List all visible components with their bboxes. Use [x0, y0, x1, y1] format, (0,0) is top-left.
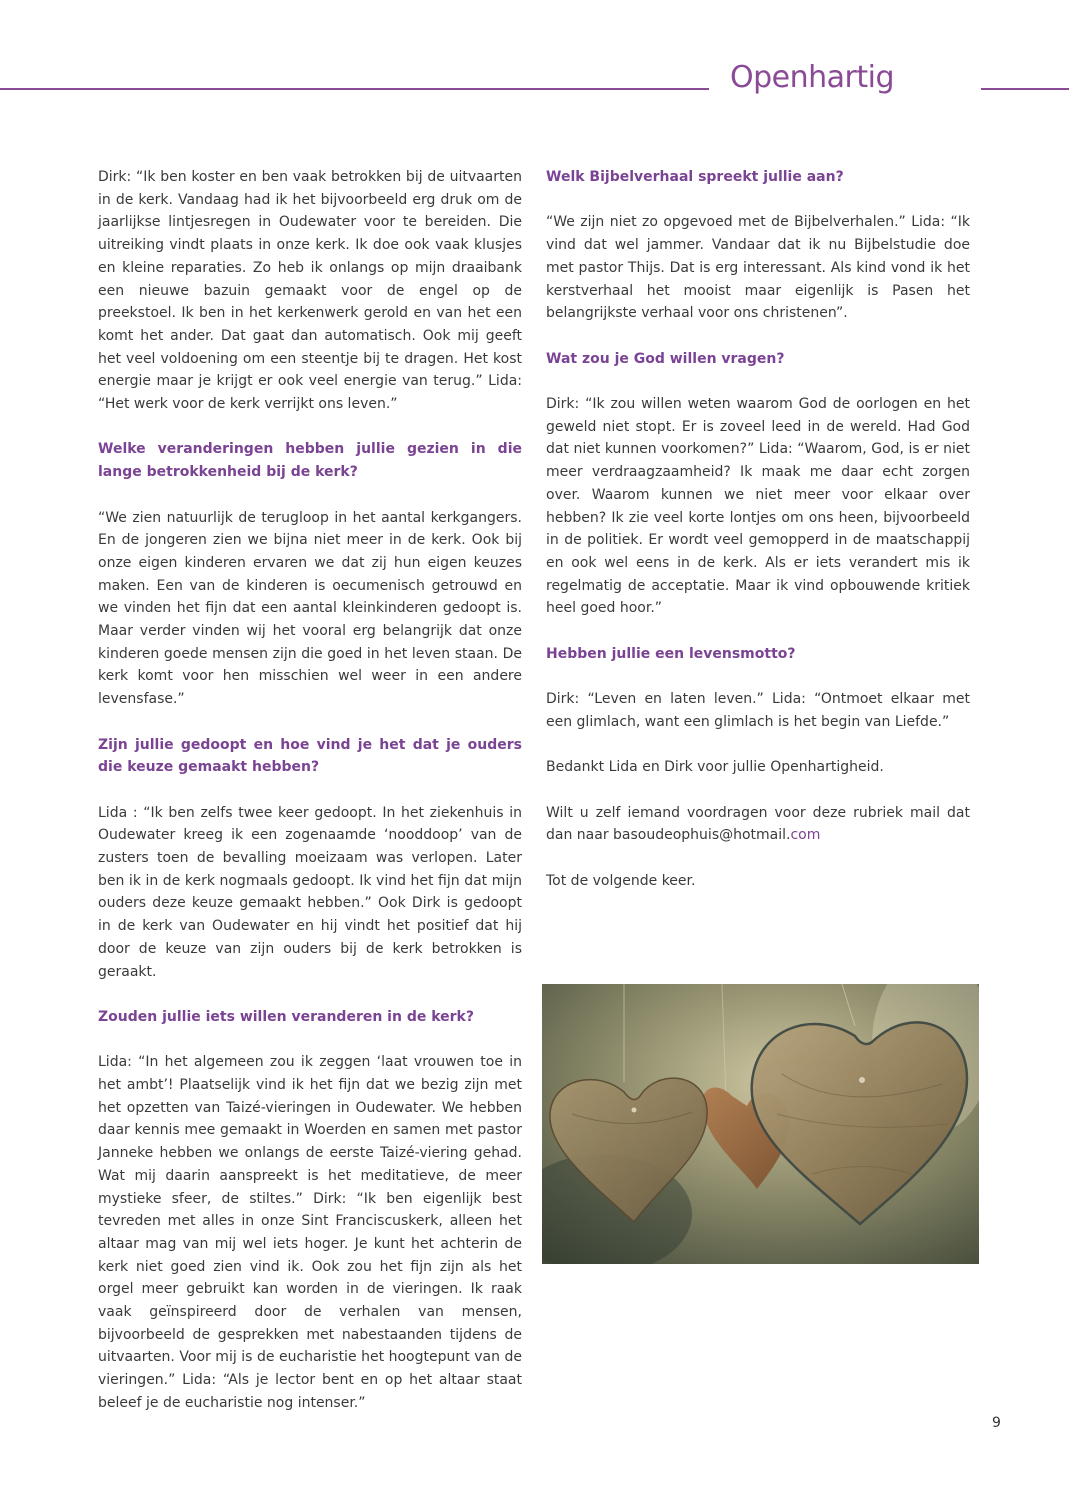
page-number: 9 — [992, 1415, 1001, 1431]
email-link-suffix[interactable]: com — [790, 827, 821, 844]
closing-text: Tot de volgende keer. — [546, 872, 696, 889]
left-column — [98, 166, 522, 1415]
header-rule-right — [981, 88, 1069, 90]
question-baptism: Zijn jullie gedoopt en hoe vind je het dat je ouders die keuze gemaakt hebben? — [98, 736, 522, 776]
answer-baptism: Lida : “Ik ben zelfs twee keer gedoopt. In het ziekenhuis in Oudewater kreeg ik een zogenaamde ‘nooddoop’ van de zusters toen de bevalling moeizaam was verlopen. Later ben ik in de kerk nogmaals gedoopt. Ik vind het fijn dat mijn ouders deze keuze gemaakt hebben.” Ook Dirk is gedoopt in de kerk van Oudewater en hij vindt het positief dat hij door de keuze van zijn ouders bij de kerk betrokken is geraakt. — [98, 804, 522, 980]
question-church-changes: Zouden jullie iets willen veranderen in de kerk? — [98, 1008, 474, 1025]
nominate-text — [546, 802, 970, 847]
thanks-text: Bedankt Lida en Dirk voor jullie Openhartigheid. — [546, 759, 884, 776]
answer-ask-god: Dirk: “Ik zou willen weten waarom God de oorlogen en het geweld niet stopt. Er is zoveel leed in de wereld. Had God dat niet kunnen voorkomen?” Lida: “Waarom, God, is er niet meer verdraagzaamheid? Ik maak me daar echt zorgen over. Waarom kunnen we niet meer voor elkaar over hebben? Ik zie veel korte lontjes om ons heen, bijvoorbeeld in de politiek. Er wordt veel gemopperd in de maatschappij en ook wel eens in de kerk. Als er iets verandert mis ik regelmatig de acceptatie. Maar ik vind opbouwende kritiek heel goed hoor.” — [546, 395, 970, 617]
answer-changes: “We zien natuurlijk de terugloop in het aantal kerkgangers. En de jongeren zien we bijna niet meer in de kerk. Ook bij onze eigen kinderen ervaren we dat zij hun eigen keuzes maken. Een van de kinderen is oecumenisch getrouwd en we vinden het fijn dat een aantal kleinkinderen gedoopt is. Maar verder vinden wij het vooral erg belangrijk dat onze kinderen goede mensen zijn die goed in het leven staan. De kerk komt voor hen misschien wel weer in een andere levensfase.” — [98, 509, 522, 708]
answer-church-changes: Lida: “In het algemeen zou ik zeggen ‘laat vrouwen toe in het ambt’! Plaatselijk vind ik het fijn dat we bezig zijn met het opzetten van Taizé-vieringen in Oudewater. We hebben daar kennis mee gemaakt in Woerden en samen met pastor Janneke hebben we onlangs de eerste Taizé-viering gehad. Wat mij daarin aanspreekt is het meditatieve, de meer mystieke sfeer, de stiltes.” Dirk: “Ik ben eigenlijk best tevreden met alles in onze Sint Franciscuskerk, alleen het altaar mag van mij wel iets hoger. Je kunt het achterin de kerk niet goed zien vind ik. Ook zou het fijn zijn als het orgel meer gebruikt kan worden in de vieringen. Ik raak vaak geïnspireerd door de verhalen van mensen, bijvoorbeeld de gesprekken met nabestaanden tijdens de uitvaarten. Voor mij is de eucharistie het hoogtepunt van de vieringen.” Lida: “Als je lector bent en op het altaar staat beleef je de eucharistie nog intenser.” — [98, 1054, 522, 1411]
hearts-photo — [542, 984, 979, 1264]
question-changes: Welke veranderingen hebben jullie gezien in die lange betrokkenheid bij de kerk? — [98, 441, 522, 481]
right-column — [546, 166, 970, 892]
header-rule-left — [0, 88, 709, 90]
answer-bible-story: “We zijn niet zo opgevoed met de Bijbelverhalen.” Lida: “Ik vind dat wel jammer. Vandaar dat ik nu Bijbelstudie doe met pastor Thijs. Dat is erg interessant. Als kind vond ik het kerstverhaal het mooist maar eigenlijk is Pasen het belangrijkste verhaal voor ons christenen”. — [546, 214, 970, 322]
nominate-body: Wilt u zelf iemand voordragen voor deze rubriek mail dat dan naar basoudeophuis@hotmail. — [546, 804, 970, 844]
hanging-hearts-image — [542, 984, 979, 1264]
answer-life-motto: Dirk: “Leven en laten leven.” Lida: “Ontmoet elkaar met een glimlach, want een glimlach is het begin van Liefde.” — [546, 691, 970, 730]
question-life-motto: Hebben jullie een levensmotto? — [546, 645, 796, 662]
question-ask-god: Wat zou je God willen vragen? — [546, 350, 785, 367]
intro-paragraph: Dirk: “Ik ben koster en ben vaak betrokken bij de uitvaarten in de kerk. Vandaag had ik het bijvoorbeeld erg druk om de jaarlijkse lintjesregen in Oudewater voor te bereiden. Die uitreiking vindt plaats in onze kerk. Ik doe ook vaak klusjes en kleine reparaties. Zo heb ik onlangs op mijn draaibank een nieuwe bazuin gemaakt voor de engel op de preekstoel. Ik ben in het kerkenwerk gerold en van het een komt het ander. Dat gaat dan automatisch. Ook mij geeft het veel voldoening om een steentje bij te dragen. Het kost energie maar je krijgt er ook veel energie van terug.” Lida: “Het werk voor de kerk verrijkt ons leven.” — [98, 169, 522, 413]
section-title: Openhartig — [730, 60, 894, 95]
question-bible-story: Welk Bijbelverhaal spreekt jullie aan? — [546, 169, 844, 185]
